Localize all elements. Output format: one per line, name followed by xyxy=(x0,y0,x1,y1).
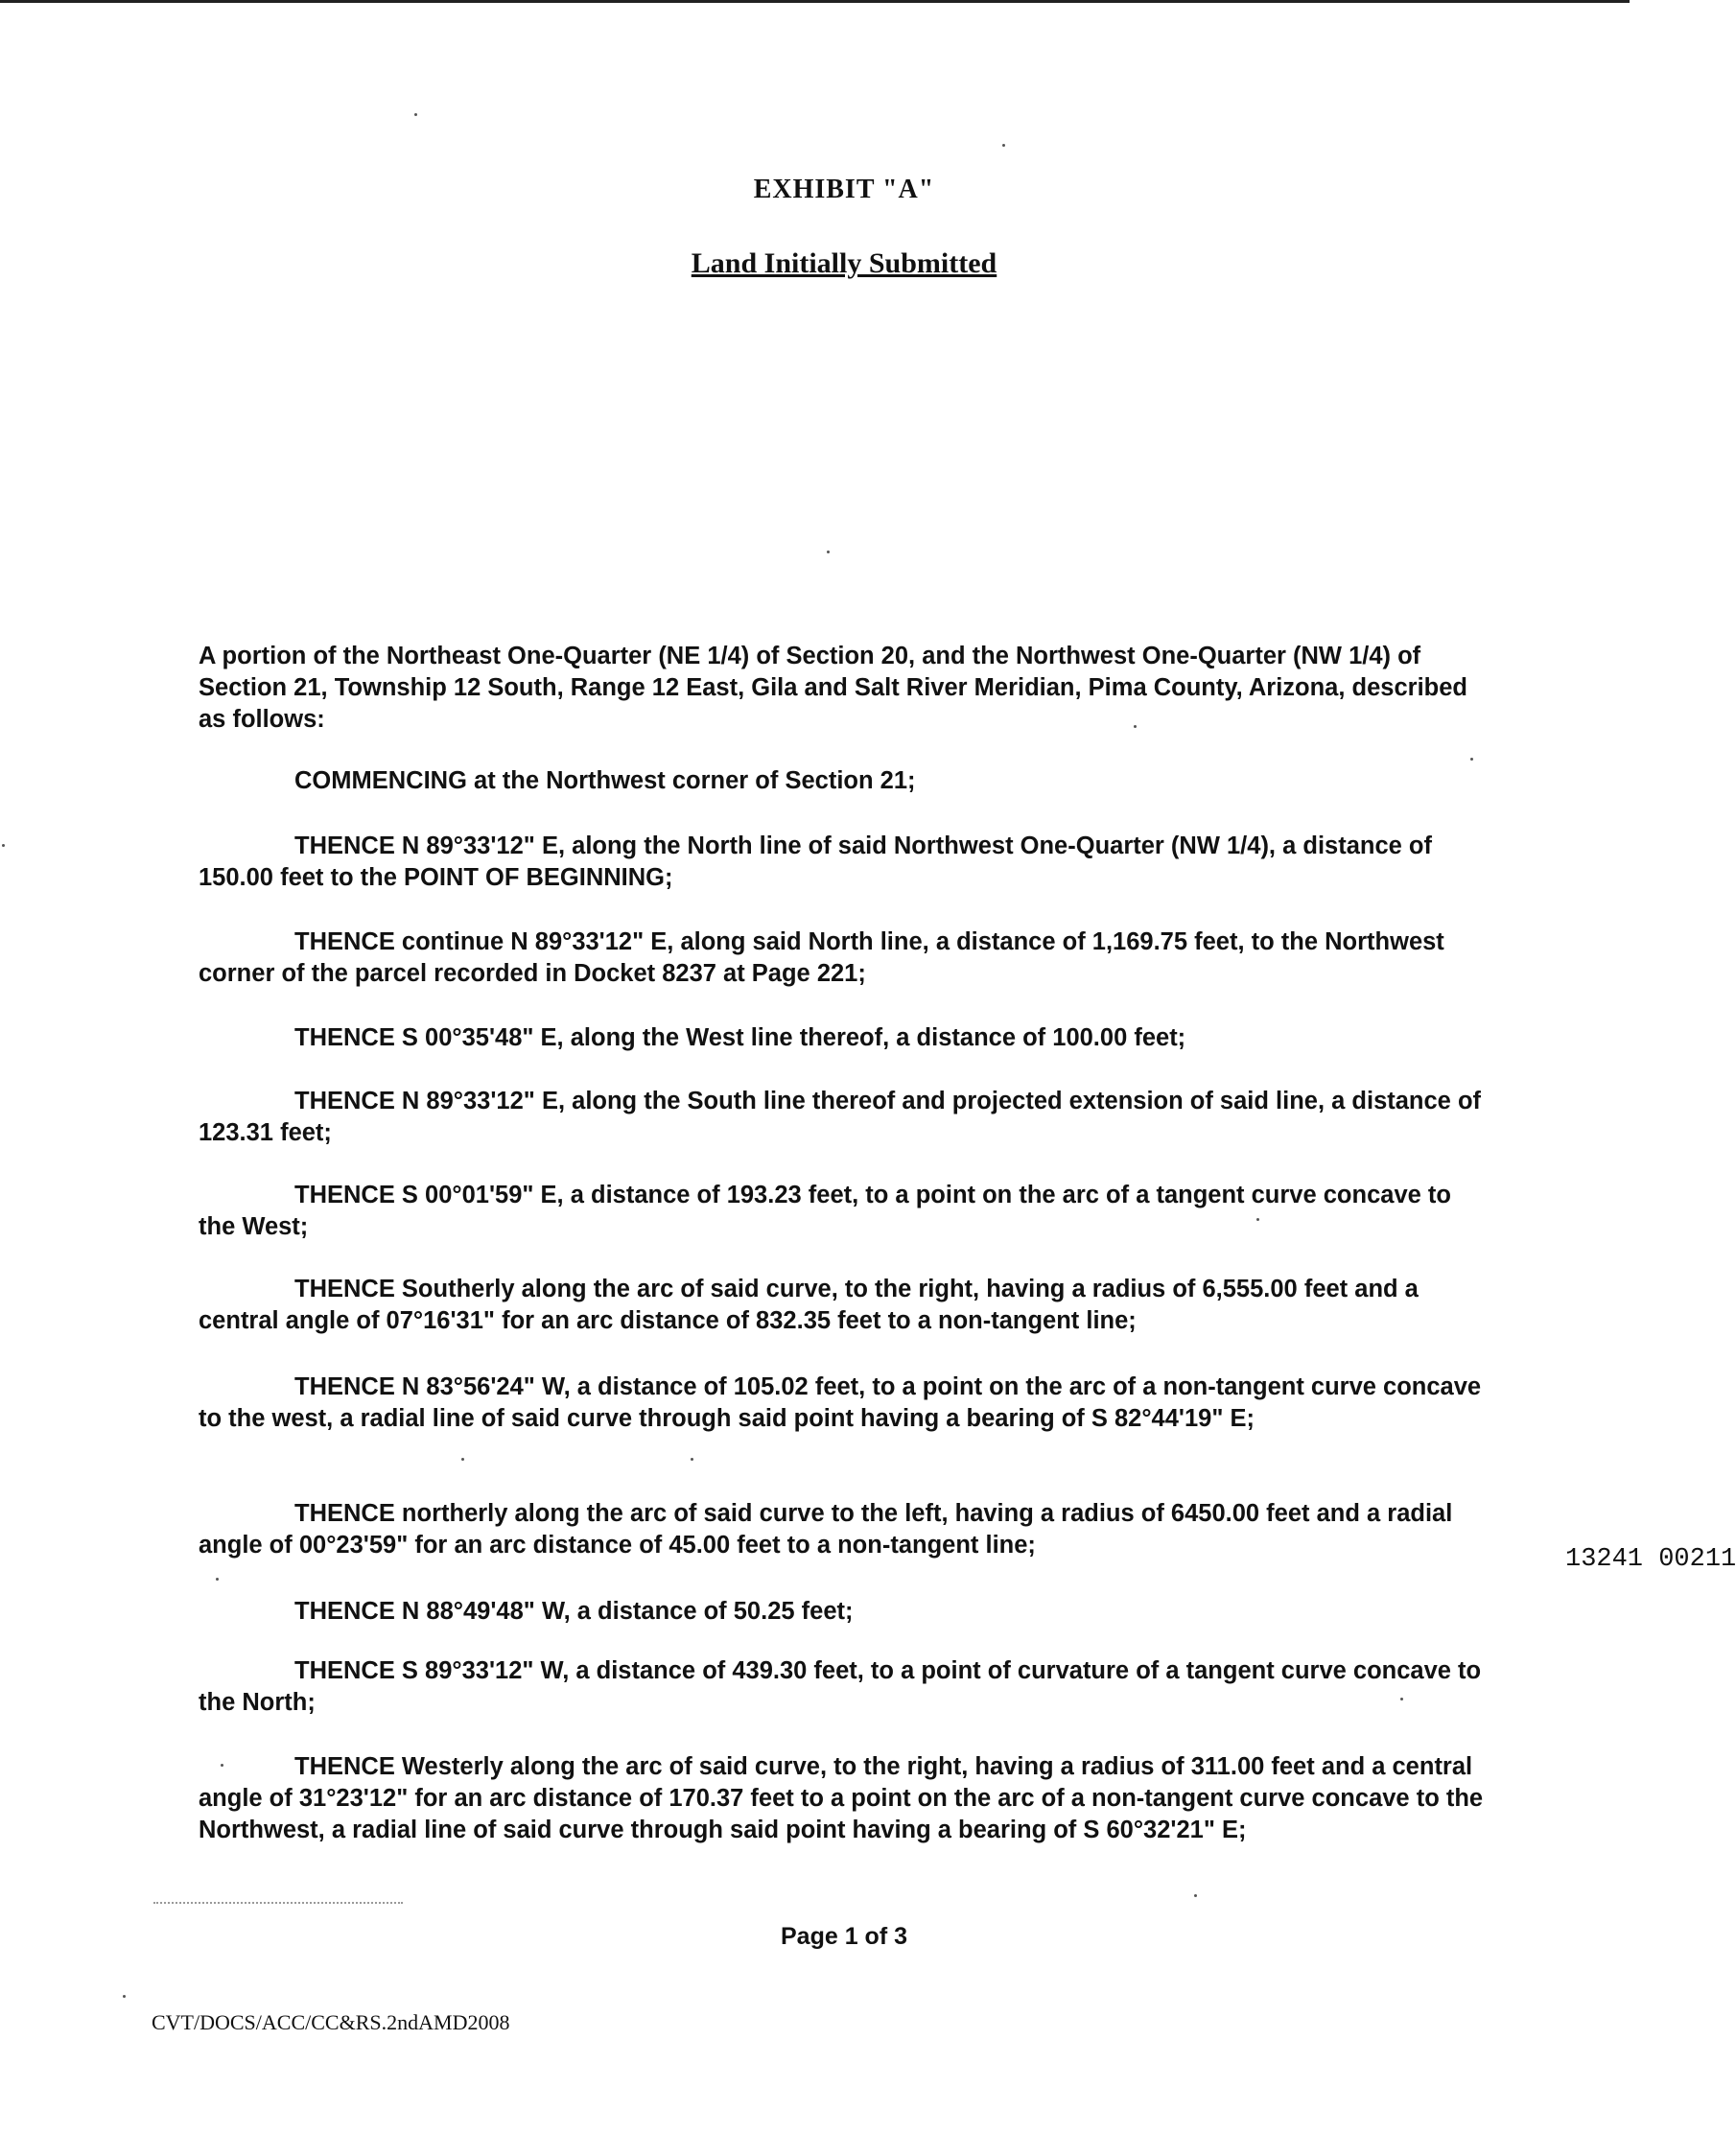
paragraph-text: S 00°35'48" E, along the West line thereof, a distance of 100.00 feet; xyxy=(394,1024,1186,1051)
scan-speck xyxy=(216,1578,219,1581)
scan-speck xyxy=(414,113,417,116)
scan-dotted-line xyxy=(153,1902,403,1904)
paragraph-text: S 00°01'59" E, a distance of 193.23 feet, to a point on the arc of a tangent curve concave to the West; xyxy=(199,1182,1451,1240)
paragraph-text: northerly along the arc of said curve to the left, having a radius of 6450.00 feet and a radial angle of 00°23'59" for an arc distance of 45.00 feet to a non-tangent line; xyxy=(199,1500,1453,1559)
paragraph-text: N 83°56'24" W, a distance of 105.02 feet, to a point on the arc of a non-tangent curve concave to the west, a radial line of said curve through said point having a bearing of S 82°44'19" E; xyxy=(199,1373,1482,1432)
paragraph-lead: COMMENCING xyxy=(294,767,467,794)
paragraph-lead: THENCE xyxy=(294,1182,395,1208)
scan-speck xyxy=(1470,758,1473,761)
paragraph-lead: THENCE xyxy=(294,1088,395,1114)
legal-paragraph-12 xyxy=(199,1751,1489,1846)
recording-stamp-number: 13241 00211 xyxy=(1565,1545,1736,1574)
scan-speck xyxy=(827,551,830,553)
legal-paragraph-11 xyxy=(199,1655,1489,1719)
paragraph-text: S 89°33'12" W, a distance of 439.30 feet, to a point of curvature of a tangent curve concave to the North; xyxy=(199,1657,1482,1716)
paragraph-text: Southerly along the arc of said curve, to the right, having a radius of 6,555.00 feet and a central angle of 07°16'31" for an arc distance of 832.35 feet to a non-tangent line; xyxy=(199,1276,1419,1334)
scan-speck xyxy=(2,844,5,847)
paragraph-lead: THENCE xyxy=(294,1276,395,1302)
paragraph-text: N 89°33'12" E, along the North line of said Northwest One-Quarter (NW 1/4), a distance of 150.00 feet to the POINT OF BEGINNING; xyxy=(199,832,1432,891)
legal-paragraph-7 xyxy=(199,1274,1489,1337)
paragraph-text: Westerly along the arc of said curve, to the right, having a radius of 311.00 feet and a central angle of 31°23'12" for an arc distance of 170.37 feet to a point on the arc of a non-tangent curve concave to the Northwest, a radial line of said curve through said point having a bearing of S 60°32'21" E; xyxy=(199,1753,1484,1843)
scan-speck xyxy=(1194,1894,1197,1897)
scan-top-edge xyxy=(0,0,1630,3)
paragraph-lead: THENCE xyxy=(294,1753,395,1780)
scan-speck xyxy=(221,1764,223,1767)
paragraph-lead: THENCE xyxy=(294,1500,395,1527)
legal-paragraph-1 xyxy=(199,765,1489,797)
paragraph-lead: THENCE xyxy=(294,1598,395,1625)
page-number: Page 1 of 3 xyxy=(781,1923,907,1950)
paragraph-text: at the Northwest corner of Section 21; xyxy=(466,767,916,794)
legal-paragraph-4 xyxy=(199,1022,1489,1054)
paragraph-lead: THENCE xyxy=(294,1657,395,1684)
legal-paragraph-9 xyxy=(199,1498,1489,1561)
scan-speck xyxy=(123,1995,126,1998)
scan-speck xyxy=(1134,725,1137,728)
exhibit-subtitle: Land Initially Submitted xyxy=(691,247,997,279)
paragraph-lead: THENCE xyxy=(294,928,395,955)
paragraph-lead: THENCE xyxy=(294,832,395,859)
exhibit-title: EXHIBIT "A" xyxy=(753,175,935,204)
scan-speck xyxy=(1256,1218,1259,1221)
scan-speck xyxy=(461,1458,464,1461)
legal-paragraph-5 xyxy=(199,1086,1489,1149)
scan-speck xyxy=(1002,144,1005,147)
paragraph-lead: THENCE xyxy=(294,1373,395,1400)
paragraph-lead: THENCE xyxy=(294,1024,395,1051)
legal-paragraph-6 xyxy=(199,1180,1489,1243)
legal-paragraph-3 xyxy=(199,926,1489,990)
legal-paragraph-10 xyxy=(199,1596,1489,1628)
paragraph-text: N 89°33'12" E, along the South line thereof and projected extension of said line, a distance of 123.31 feet; xyxy=(199,1088,1482,1146)
intro-paragraph: A portion of the Northeast One-Quarter (NE 1/4) of Section 20, and the Northwest One-Quarter (NW 1/4) of Section 21, Township 12 South, Range 12 East, Gila and Salt River Meridian, Pima County, Arizona, described as follows: xyxy=(199,643,1467,733)
paragraph-text: N 88°49'48" W, a distance of 50.25 feet; xyxy=(394,1598,854,1625)
footer-document-code: CVT/DOCS/ACC/CC&RS.2ndAMD2008 xyxy=(152,2010,510,2034)
legal-paragraph-2 xyxy=(199,831,1489,894)
scan-speck xyxy=(691,1458,693,1461)
legal-paragraph-8 xyxy=(199,1372,1489,1435)
paragraph-text: continue N 89°33'12" E, along said North line, a distance of 1,169.75 feet, to the Northwest corner of the parcel recorded in Docket 8237 at Page 221; xyxy=(199,928,1444,987)
scan-speck xyxy=(1400,1698,1403,1700)
